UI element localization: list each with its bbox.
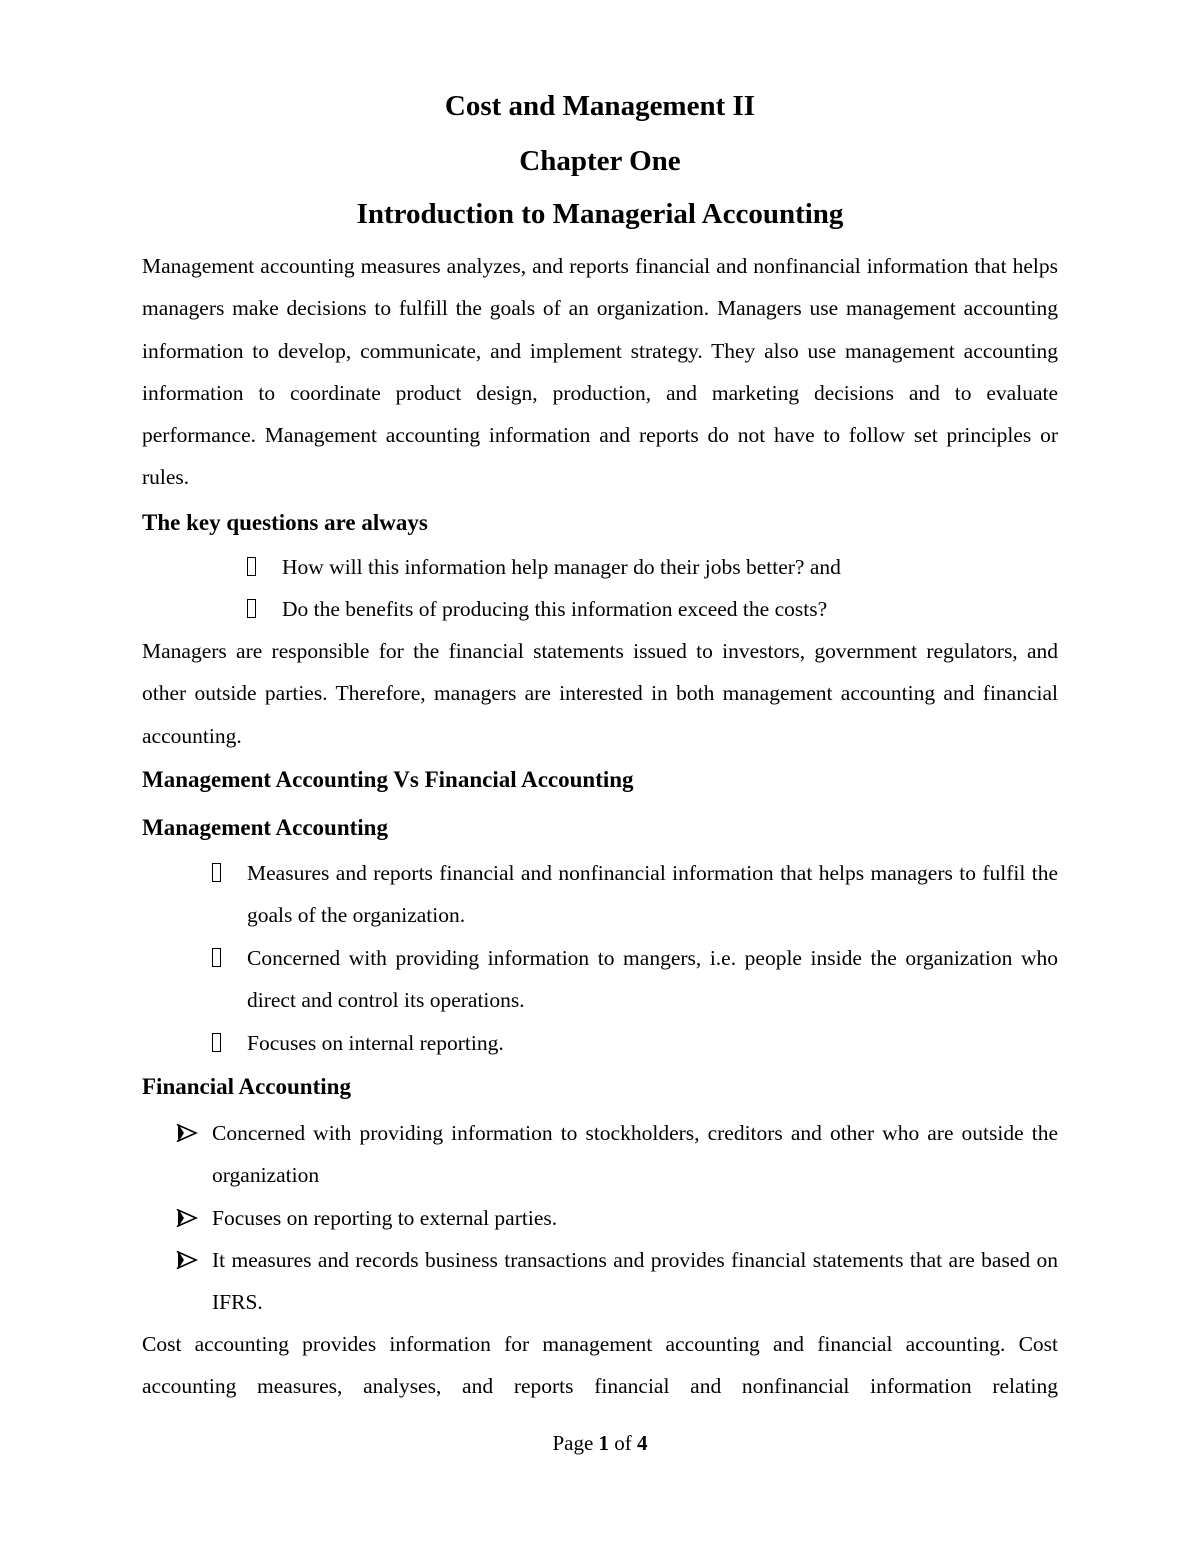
financial-accounting-heading: Financial Accounting xyxy=(142,1074,351,1099)
page-label: Page xyxy=(552,1431,594,1455)
chapter-title: Chapter One xyxy=(519,145,681,177)
management-accounting-item: Concerned with providing information to mangers, i.e. people inside the organization who direct and control its operations. xyxy=(247,946,1058,1013)
key-question-item: Do the benefits of producing this information exceed the costs? xyxy=(282,597,828,621)
financial-accounting-item: Focuses on reporting to external parties. xyxy=(212,1206,558,1230)
current-page-number: 1 xyxy=(598,1431,610,1455)
box-bullet-icon xyxy=(212,937,221,979)
financial-accounting-item: Concerned with providing information to stockholders, creditors and other who are outside the organization xyxy=(212,1121,1058,1188)
managers-paragraph: Managers are responsible for the financial statements issued to investors, government regulators, and other outside parties. Therefore, managers are interested in both management accounting and financial accounting. xyxy=(142,639,1058,748)
intro-paragraph: Management accounting measures analyzes, and reports financial and nonfinancial information that helps managers make decisions to fulfill the goals of an organization. Managers use management accounting information to develop, communicate, and implement strategy. They also use management accounting information to coordinate product design, production, and marketing decisions and to evaluate performance. Management accounting information and reports do not have to follow set principles or rules. xyxy=(142,254,1058,490)
cost-accounting-paragraph: Cost accounting provides information for management accounting and financial accounting. Cost accounting measures, analyses, and reports financial and nonfinancial information relating xyxy=(142,1332,1058,1399)
box-bullet-icon xyxy=(247,588,256,630)
of-label: of xyxy=(614,1431,632,1455)
management-accounting-item: Focuses on internal reporting. xyxy=(247,1031,504,1055)
financial-accounting-item: It measures and records business transactions and provides financial statements that are based on IFRS. xyxy=(212,1248,1058,1315)
comparison-heading: Management Accounting Vs Financial Accounting xyxy=(142,767,634,792)
course-title: Cost and Management II xyxy=(444,90,756,122)
key-questions-heading: The key questions are always xyxy=(142,510,428,535)
box-bullet-icon xyxy=(212,1022,221,1064)
box-bullet-icon xyxy=(247,546,256,588)
key-question-item: How will this information help manager do their jobs better? and xyxy=(282,555,841,579)
page-footer xyxy=(0,1431,1200,1456)
total-pages-number: 4 xyxy=(637,1431,648,1455)
arrow-bullet-icon xyxy=(176,1209,198,1227)
management-accounting-item: Measures and reports financial and nonfinancial information that helps managers to fulfil the goals of the organization. xyxy=(247,861,1058,928)
arrow-bullet-icon xyxy=(176,1124,198,1142)
arrow-bullet-icon xyxy=(176,1251,198,1269)
management-accounting-heading: Management Accounting xyxy=(142,815,388,840)
topic-title: Introduction to Managerial Accounting xyxy=(356,198,844,230)
box-bullet-icon xyxy=(212,852,221,894)
